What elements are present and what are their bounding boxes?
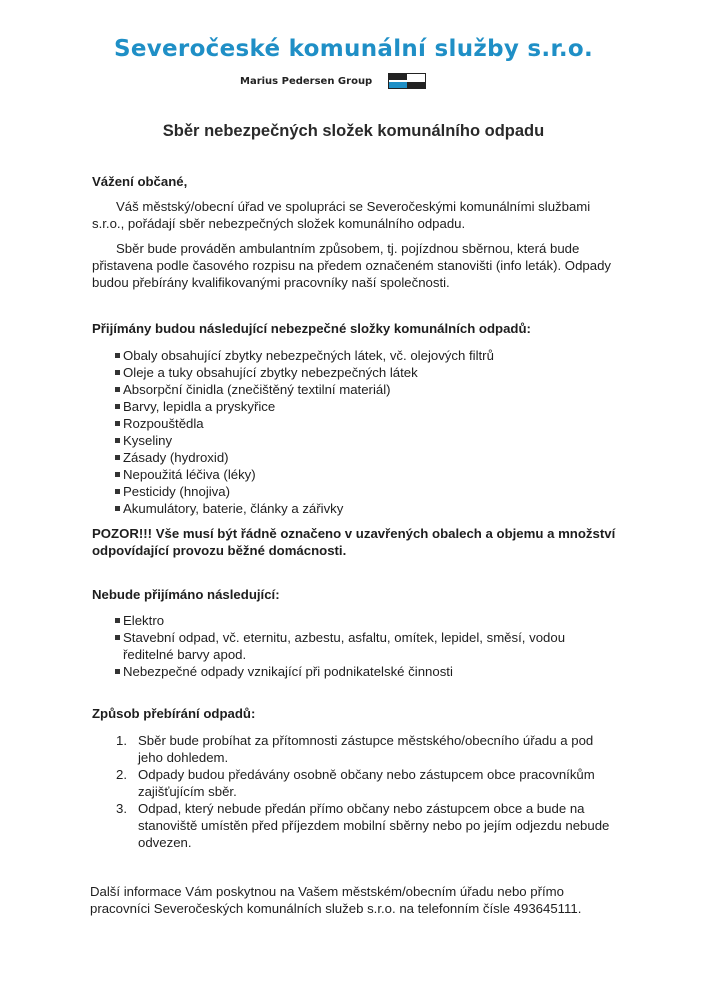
greeting: Vážení občané, bbox=[92, 174, 188, 189]
company-name: Severočeské komunální služby s.r.o. bbox=[113, 36, 594, 62]
method-heading: Způsob přebírání odpadů: bbox=[92, 706, 256, 721]
list-item: 1. Sběr bude probíhat za přítomnosti zástupce městského/obecního úřadu a pod jeho dohledem. bbox=[116, 733, 594, 765]
list-item: Nepoužitá léčiva (léky) bbox=[92, 466, 617, 483]
list-item: Kyseliny bbox=[92, 432, 617, 449]
not-accepted-list bbox=[92, 612, 617, 680]
footer-contact-text: Další informace Vám poskytnou na Vašem městském/obecním úřadu nebo přímo pracovníci Severočeských komunálních služeb s.r.o. na telefonním čísle 493645111. bbox=[90, 884, 582, 916]
marius-pedersen-logo-icon bbox=[388, 73, 426, 89]
list-item: Obaly obsahující zbytky nebezpečných látek, vč. olejových filtrů bbox=[92, 347, 617, 364]
list-item: Barvy, lepidla a pryskyřice bbox=[92, 398, 617, 415]
list-item: Rozpouštědla bbox=[92, 415, 617, 432]
method-list bbox=[92, 732, 617, 851]
accepted-list bbox=[92, 347, 617, 517]
list-item: Oleje a tuky obsahující zbytky nebezpečných látek bbox=[92, 364, 617, 381]
list-item: 3. Odpad, který nebude předán přímo občany nebo zástupcem obce a bude na stanoviště umístěn před příjezdem mobilní sběrny nebo po jejím odjezdu nebude odvezen. bbox=[116, 801, 610, 850]
list-item: Nebezpečné odpady vznikající při podnikatelské činnosti bbox=[92, 663, 617, 680]
list-item: Elektro bbox=[92, 612, 617, 629]
accepted-heading: Přijímány budou následující nebezpečné složky komunálních odpadů: bbox=[92, 321, 531, 336]
group-row bbox=[240, 72, 426, 90]
intro-paragraph-2: Sběr bude prováděn ambulantním způsobem, tj. pojízdnou sběrnou, která bude přistavena podle časového rozpisu na předem označeném stanovišti (info leták). Odpady budou přebírány kvalifikovanými pracovníky naší společnosti. bbox=[92, 241, 612, 290]
not-accepted-heading: Nebude přijímáno následující: bbox=[92, 587, 280, 602]
list-item: Absorpční činidla (znečištěný textilní materiál) bbox=[92, 381, 617, 398]
list-item: Akumulátory, baterie, články a zářivky bbox=[92, 500, 617, 517]
list-item: Pesticidy (hnojiva) bbox=[92, 483, 617, 500]
group-name: Marius Pedersen Group bbox=[240, 75, 373, 87]
list-item: Stavební odpad, vč. eternitu, azbestu, asfaltu, omítek, lepidel, směsí, vodou ředitelné barvy apod. bbox=[92, 629, 617, 663]
list-item: 2. Odpady budou předávány osobně občany nebo zástupcem obce pracovníkům zajišťujícím sběr. bbox=[116, 767, 595, 799]
list-item: Zásady (hydroxid) bbox=[92, 449, 617, 466]
intro-paragraph-1: Váš městský/obecní úřad ve spolupráci se Severočeskými komunálními službami s.r.o., pořádají sběr nebezpečných složek komunálního odpadu. bbox=[92, 199, 591, 231]
warning-text: POZOR!!! Vše musí být řádně označeno v uzavřených obalech a objemu a množství odpovídající provozu běžné domácnosti. bbox=[92, 526, 616, 558]
document-title: Sběr nebezpečných složek komunálního odpadu bbox=[162, 122, 545, 140]
